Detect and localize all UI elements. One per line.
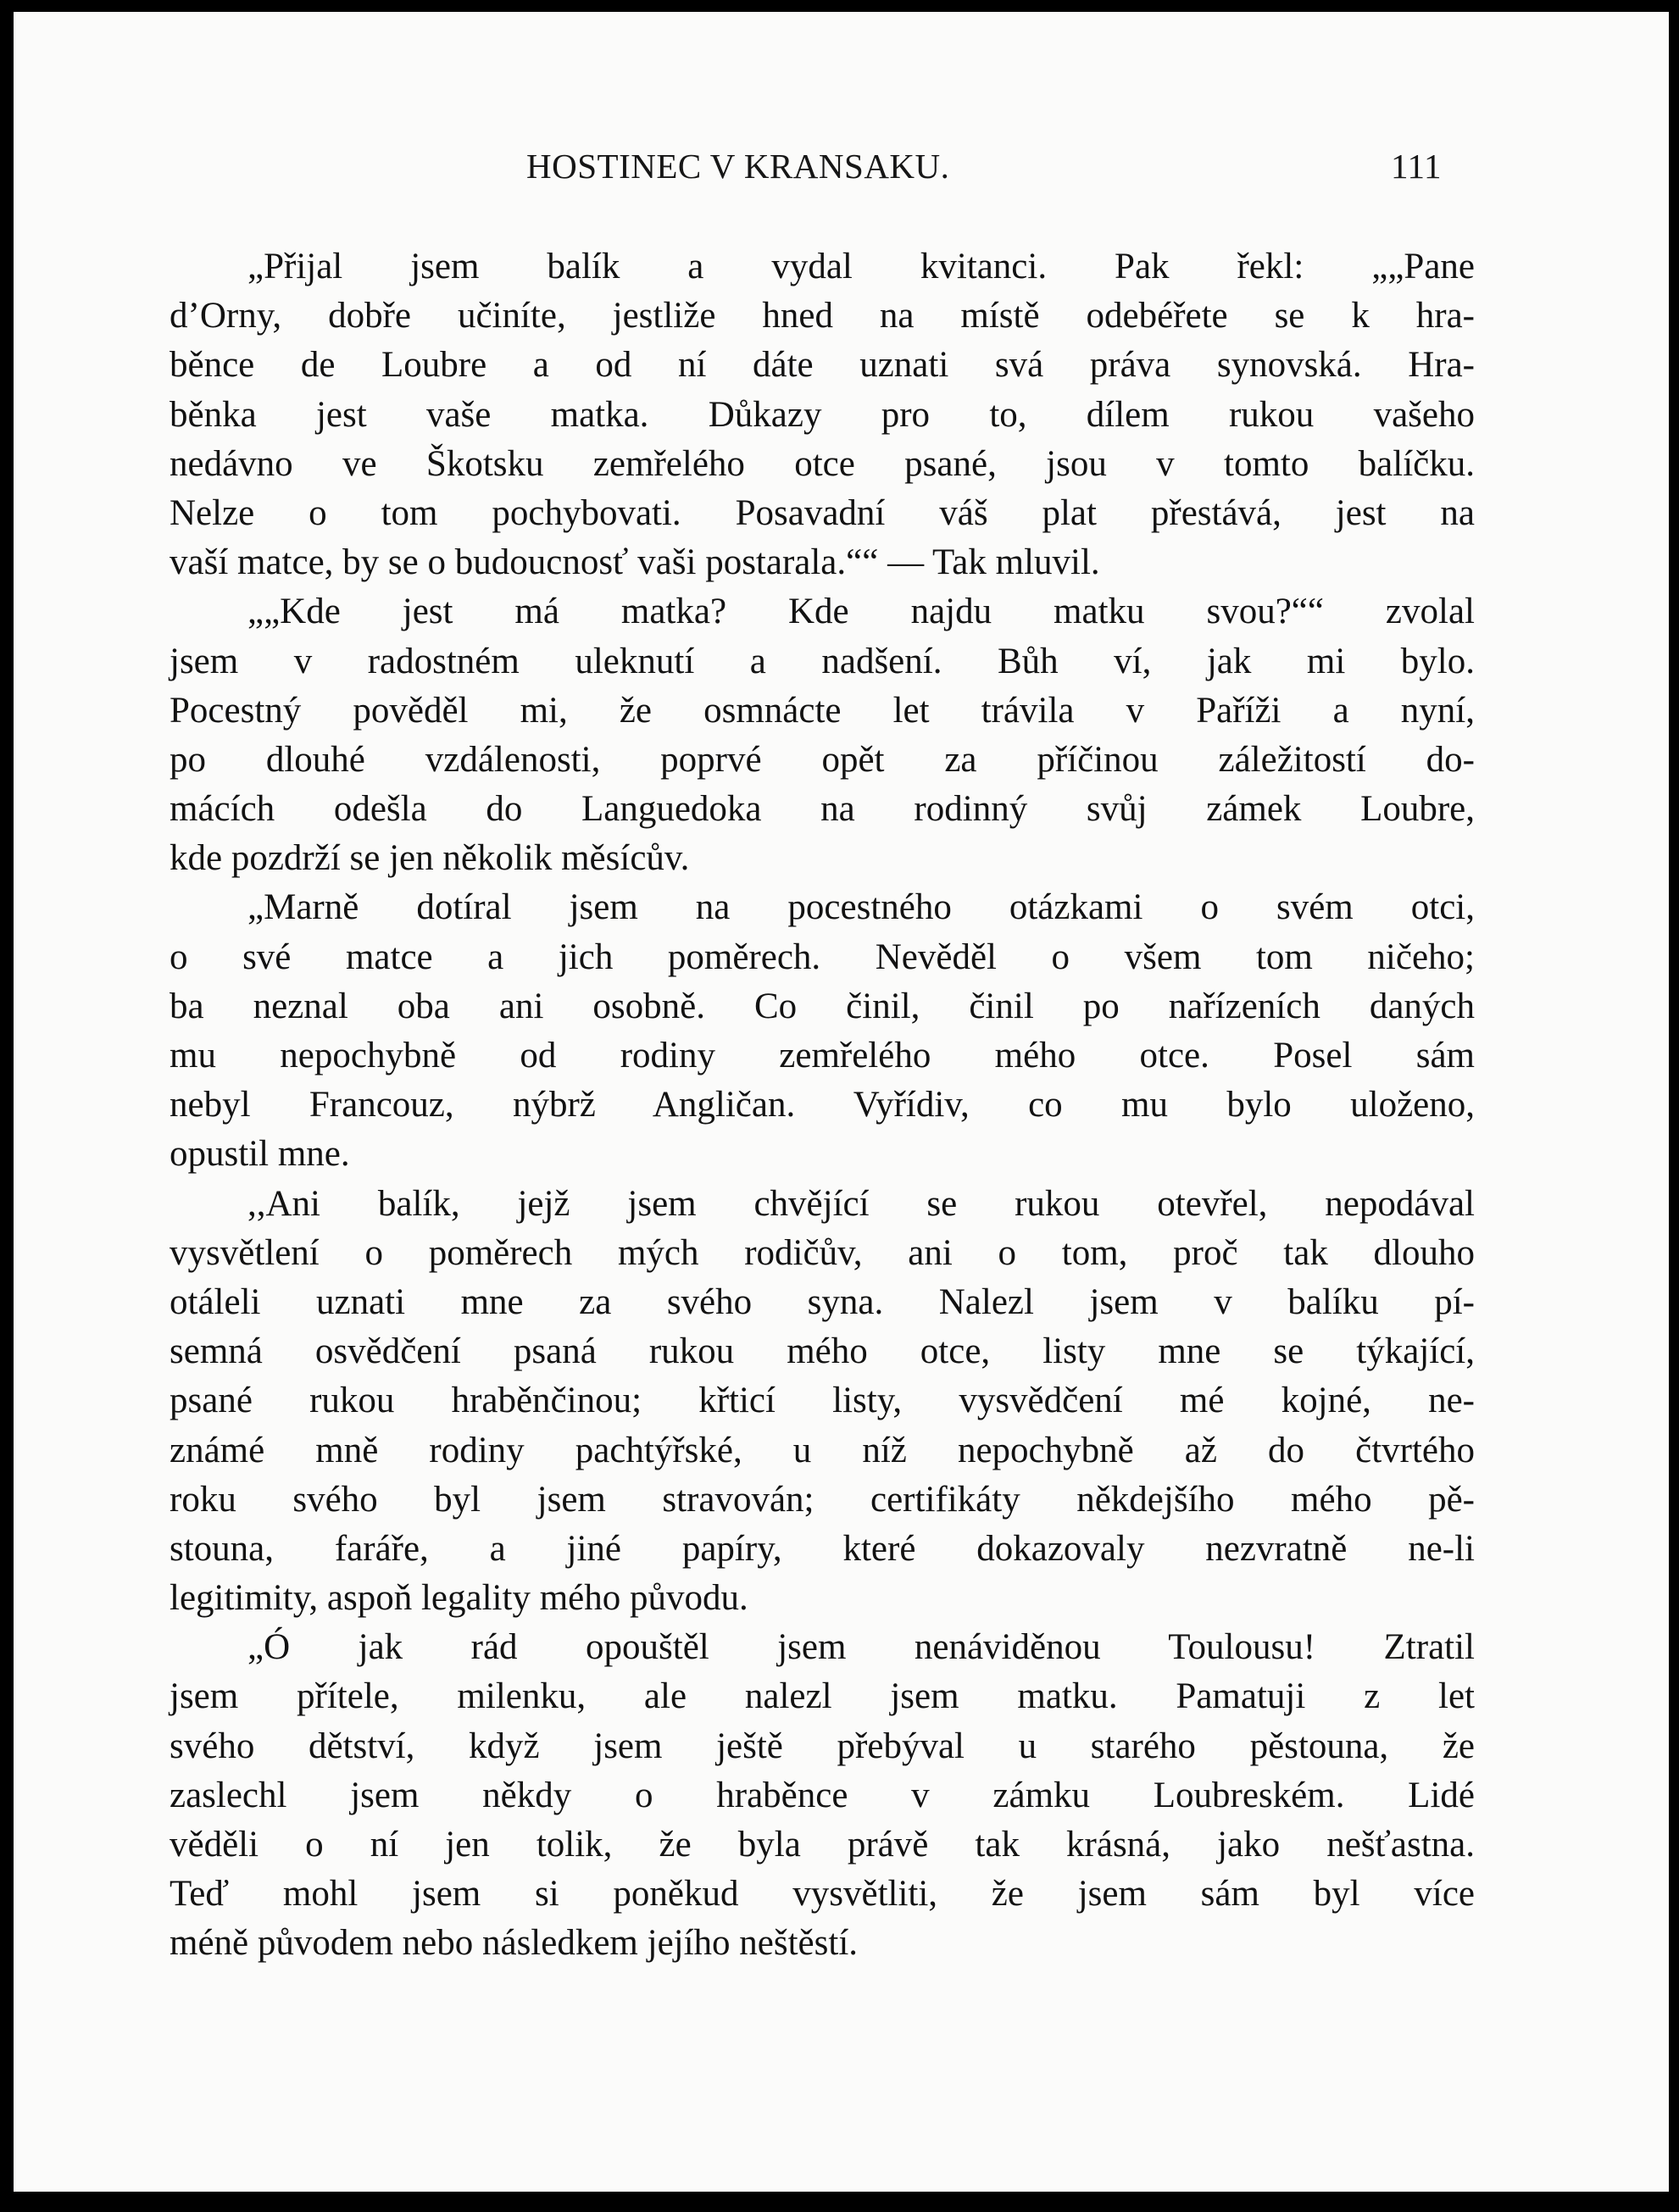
text-line: zaslechl jsem někdy o hraběnce v zámku Loubreském. Lidé [170, 1775, 1475, 1815]
paragraph [170, 883, 1475, 1179]
text-line: „Ó jak rád opouštěl jsem nenáviděnou Toulousu! Ztratil [247, 1627, 1475, 1668]
text-line: legitimity, aspoň legality mého původu. [170, 1578, 748, 1619]
text-line: známé mně rodiny pachtýřské, u níž nepochybně až do čtvrtého [170, 1430, 1475, 1470]
text-line: běnka jest vaše matka. Důkazy pro to, dílem rukou vašeho [170, 394, 1475, 435]
text-line: opustil mne. [170, 1134, 350, 1175]
text-line: d’Orny, dobře učiníte, jestliže hned na místě odebéřete se k hra- [170, 296, 1475, 336]
page-number: 111 [1391, 147, 1442, 186]
text-line: Nelze o tom pochybovati. Posavadní váš plat přestává, jest na [170, 492, 1475, 533]
text-line: věděli o ní jen tolik, že byla právě tak krásná, jako nešťastna. [170, 1825, 1475, 1865]
text-line: Pocestný pověděl mi, že osmnácte let trávila v Paříži a nyní, [170, 690, 1475, 731]
text-line: jsem v radostném uleknutí a nadšení. Bůh ví, jak mi bylo. [170, 641, 1475, 681]
paragraph [170, 242, 1475, 587]
paragraph [170, 587, 1475, 883]
text-line: mácích odešla do Languedoka na rodinný svůj zámek Loubre, [170, 789, 1475, 830]
text-line: o své matce a jich poměrech. Nevěděl o všem tom ničeho; [170, 936, 1475, 977]
text-line: „„Kde jest má matka? Kde najdu matku svou?““ zvolal [247, 592, 1475, 632]
text-line: semná osvědčení psaná rukou mého otce, listy mne se týkající, [170, 1331, 1475, 1372]
text-line: kde pozdrží se jen několik měsícův. [170, 838, 690, 879]
running-head [14, 139, 1669, 190]
text-line: stouna, faráře, a jiné papíry, které dokazovaly nezvratně ne-li [170, 1528, 1475, 1569]
text-line: Teď mohl jsem si poněkud vysvětliti, že jsem sám byl více [170, 1874, 1475, 1915]
text-line: svého dětství, když jsem ještě přebýval u starého pěstouna, že [170, 1726, 1475, 1766]
text-line: psané rukou hraběnčinou; křticí listy, vysvědčení mé kojné, ne- [170, 1381, 1475, 1421]
text-line: nebyl Francouz, nýbrž Angličan. Vyřídiv, co mu bylo uloženo, [170, 1085, 1475, 1125]
text-line: „Marně dotíral jsem na pocestného otázkami o svém otci, [247, 887, 1475, 928]
text-line: otáleli uznati mne za svého syna. Nalezl jsem v balíku pí- [170, 1281, 1475, 1322]
paragraph [170, 1180, 1475, 1624]
text-line: jsem přítele, milenku, ale nalezl jsem matku. Pamatuji z let [170, 1676, 1475, 1717]
body-text [170, 242, 1475, 1969]
text-line: méně původem nebo následkem jejího neštěstí. [170, 1923, 859, 1964]
text-line: vysvětlení o poměrech mých rodičův, ani o tom, proč tak dlouho [170, 1232, 1475, 1273]
book-page [14, 12, 1669, 2192]
paragraph [170, 1623, 1475, 1968]
text-line: roku svého byl jsem stravován; certifikáty někdejšího mého pě- [170, 1479, 1475, 1520]
text-line: vaší matce, by se o budoucnosť vaši postarala.““ — Tak mluvil. [170, 542, 1100, 583]
text-line: běnce de Loubre a od ní dáte uznati svá práva synovská. Hra- [170, 345, 1475, 386]
running-title: HOSTINEC V KRANSAKU. [526, 147, 950, 186]
text-line: „Přijal jsem balík a vydal kvitanci. Pak řekl: „„Pane [247, 247, 1475, 286]
text-line: nedávno ve Škotsku zemřelého otce psané, jsou v tomto balíčku. [170, 443, 1475, 484]
text-line: mu nepochybně od rodiny zemřelého mého otce. Posel sám [170, 1036, 1475, 1075]
text-line: po dlouhé vzdálenosti, poprvé opět za příčinou záležitostí do- [170, 739, 1475, 780]
text-line: ba neznal oba ani osobně. Co činil, činil po nařízeních daných [170, 986, 1475, 1026]
text-line: ,,Ani balík, jejž jsem chvějící se rukou otevřel, nepodával [247, 1183, 1475, 1224]
